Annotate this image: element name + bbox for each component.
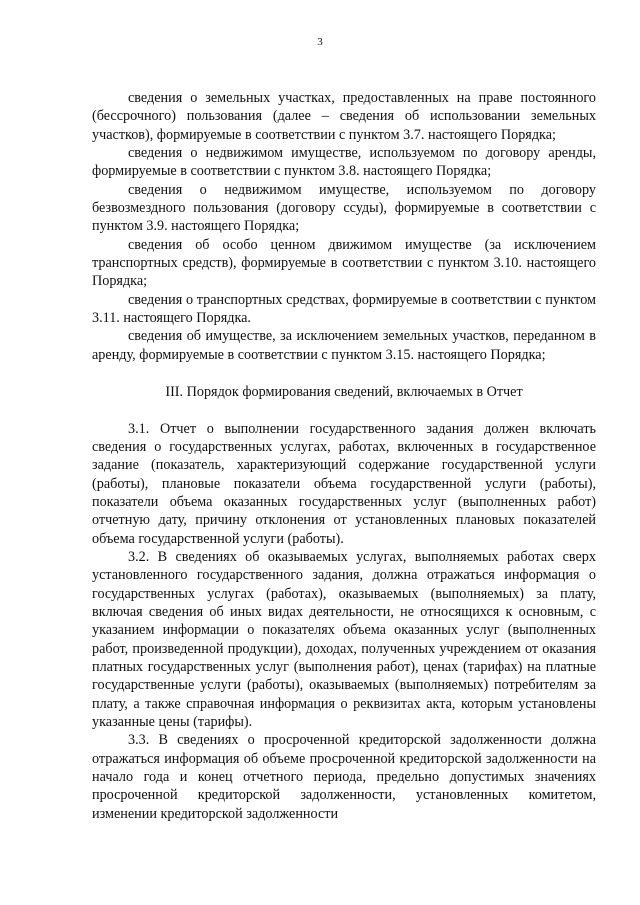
paragraph: сведения об имуществе, за исключением земельных участков, переданном в аренду, формируемые в соответствии с пунктом 3.15. настоящего Порядка; bbox=[92, 328, 596, 363]
page-number: 3 bbox=[317, 36, 323, 48]
paragraph: сведения об особо ценном движимом имуществе (за исключением транспортных средств), формируемые в соответствии с пунктом 3.10. настоящего Порядка; bbox=[92, 236, 596, 290]
paragraph: сведения о недвижимом имуществе, используемом по договору аренды, формируемые в соответствии с пунктом 3.8. настоящего Порядка; bbox=[92, 145, 596, 180]
paragraph: сведения о транспортных средствах, формируемые в соответствии с пунктом 3.11. настоящего Порядка. bbox=[92, 291, 596, 327]
paragraph-3-3: 3.3. В сведениях о просроченной кредиторской задолженности должна отражаться информация об объеме просроченной кредиторской задолженности на начало года и конец отчетного периода, предельно допустимых значениях просроченной кредиторской задолженности, установленных комитетом, изменении кредиторской задолженности bbox=[92, 732, 596, 822]
document-body bbox=[92, 89, 596, 823]
section-heading: III. Порядок формирования сведений, включаемых в Отчет bbox=[165, 384, 523, 401]
paragraph: сведения о недвижимом имуществе, используемом по договору безвозмездного пользования (договору ссуды), формируемые в соответствии с пунктом 3.9. настоящего Порядка; bbox=[92, 181, 596, 235]
paragraph-3-1: 3.1. Отчет о выполнении государственного задания должен включать сведения о государственных услугах, работах, включенных в государственное задание (показатель, характеризующий содержание государственной услуги (работы), плановые показатели объема государственной услуги (работы), показатели объема оказанных государственных услуг (выполненных работ) отчетную дату, причину отклонения от установленных плановых показателей объема государственной услуги (работы). bbox=[92, 420, 596, 547]
paragraph-3-2: 3.2. В сведениях об оказываемых услугах, выполняемых работах сверх установленного государственного задания, должна отражаться информация о государственных услугах (работах), оказываемых (выполняемых) за плату, включая сведения об иных видах деятельности, не относящихся к основным, с указанием информации о показателях объема оказанных услуг (выполненных работ, произведенной продукции), доходах, полученных учреждением от оказания платных государственных услуг (выполнения работ), ценах (тарифах) на платные государственные услуги (работы), оказываемых (выполняемых) потребителям за плату, а также справочная информация о реквизитах акта, которым установлены указанные цены (тарифы). bbox=[92, 548, 596, 730]
paragraph: сведения о земельных участках, предоставленных на праве постоянного (бессрочного) пользования (далее – сведения об использовании земельных участков), формируемые в соответствии с пунктом 3.7. настоящего Порядка; bbox=[92, 90, 596, 143]
